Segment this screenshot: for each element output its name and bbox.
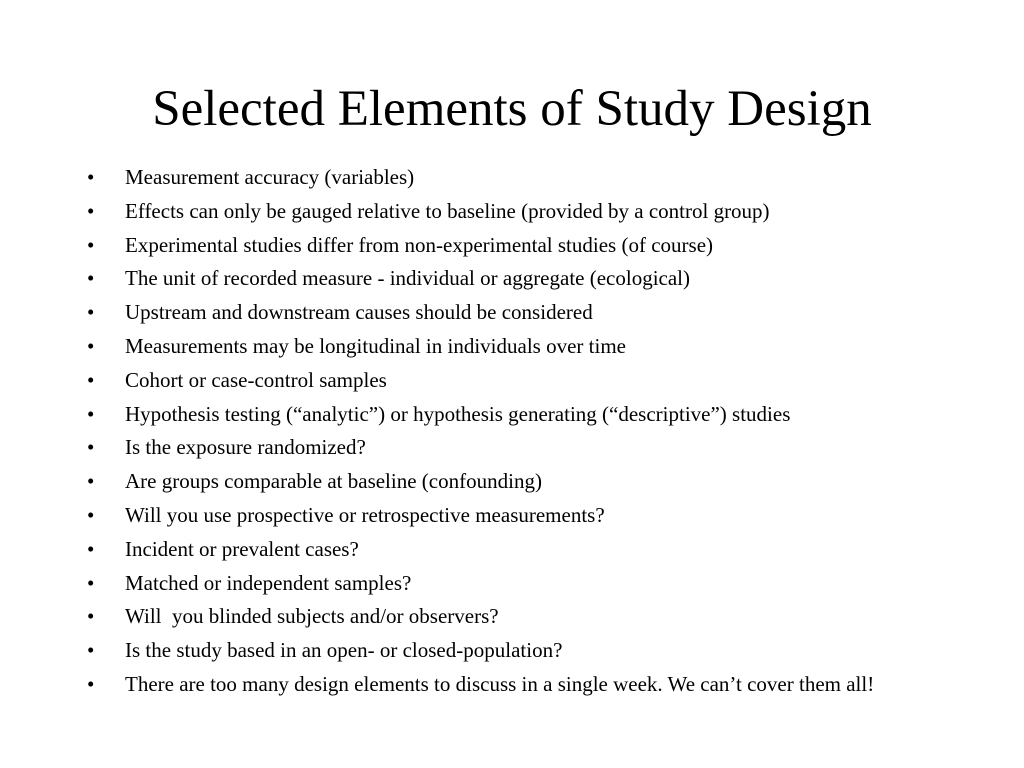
bullet-list [87, 165, 967, 706]
bullet-item [87, 503, 967, 527]
bullet-text: There are too many design elements to discuss in a single week. We can’t cover them all! [125, 671, 875, 696]
bullet-marker: • [87, 536, 95, 561]
bullet-text: The unit of recorded measure - individual or aggregate (ecological) [125, 266, 691, 291]
bullet-text: Matched or independent samples? [125, 570, 412, 595]
bullet-text: Will you blinded subjects and/or observers? [125, 604, 499, 629]
bullet-text: Hypothesis testing (“analytic”) or hypothesis generating (“descriptive”) studies [125, 401, 791, 426]
bullet-item [87, 638, 967, 662]
bullet-text: Cohort or case-control samples [125, 367, 387, 392]
bullet-item [87, 469, 967, 493]
bullet-text: Measurement accuracy (variables) [125, 165, 415, 189]
bullet-item [87, 300, 967, 324]
bullet-item [87, 165, 967, 189]
bullet-marker: • [87, 266, 95, 291]
bullet-marker: • [87, 198, 95, 223]
bullet-marker: • [87, 570, 95, 595]
bullet-item [87, 368, 967, 392]
bullet-text: Incident or prevalent cases? [125, 536, 359, 561]
bullet-marker: • [87, 300, 95, 325]
bullet-marker: • [87, 367, 95, 392]
slide-title: Selected Elements of Study Design [152, 81, 872, 137]
bullet-marker: • [87, 638, 95, 663]
bullet-marker: • [87, 165, 95, 189]
bullet-marker: • [87, 435, 95, 460]
bullet-marker: • [87, 671, 95, 696]
bullet-text: Upstream and downstream causes should be considered [125, 300, 593, 325]
bullet-marker: • [87, 333, 95, 358]
bullet-marker: • [87, 232, 95, 257]
bullet-text: Will you use prospective or retrospective measurements? [125, 502, 605, 527]
bullet-text: Experimental studies differ from non-experimental studies (of course) [125, 232, 714, 257]
bullet-marker: • [87, 604, 95, 629]
bullet-marker: • [87, 401, 95, 426]
bullet-item [87, 199, 967, 223]
bullet-text: Is the study based in an open- or closed-population? [125, 638, 563, 663]
bullet-item [87, 571, 967, 595]
bullet-item [87, 435, 967, 459]
bullet-text: Is the exposure randomized? [125, 435, 366, 460]
bullet-item [87, 537, 967, 561]
bullet-text: Measurements may be longitudinal in individuals over time [125, 333, 626, 358]
bullet-text: Are groups comparable at baseline (confounding) [125, 469, 542, 494]
bullet-marker: • [87, 469, 95, 494]
bullet-item [87, 233, 967, 257]
bullet-text: Effects can only be gauged relative to baseline (provided by a control group) [125, 198, 770, 223]
bullet-marker: • [87, 502, 95, 527]
bullet-item [87, 402, 967, 426]
bullet-item [87, 604, 967, 628]
bullet-item [87, 266, 967, 290]
bullet-item [87, 672, 967, 696]
bullet-item [87, 334, 967, 358]
